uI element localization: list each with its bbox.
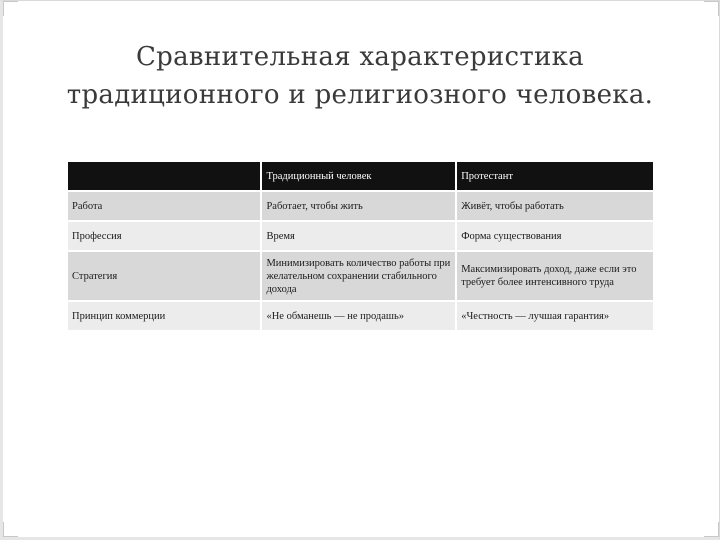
corner-mark-top-left [3,1,18,16]
protestant-cell: Живёт, чтобы работать [457,192,653,220]
slide-title-line-1: Сравнительная характеристика [135,42,584,72]
slide-title-line-2: традиционного и религиозного человека. [66,80,654,110]
table-row [68,252,653,300]
protestant-cell: Форма существования [457,222,653,250]
header-cell-empty [68,162,260,190]
row-label: Профессия [68,222,260,250]
row-label: Стратегия [68,252,260,300]
row-label: Принцип коммерции [68,302,260,330]
table-row [68,222,653,250]
header-cell-traditional: Традиционный человек [262,162,455,190]
corner-mark-bottom-left [3,522,18,537]
corner-mark-top-right [704,1,719,16]
traditional-cell: Работает, чтобы жить [262,192,455,220]
table-row [68,302,653,330]
protestant-cell: «Честность — лучшая гарантия» [457,302,653,330]
table-header-row [68,162,653,190]
row-label: Работа [68,192,260,220]
slide-title [40,38,680,114]
protestant-cell: Максимизировать доход, даже если это требует более интенсивного труда [457,252,653,300]
corner-mark-bottom-right [704,522,719,537]
traditional-cell: Время [262,222,455,250]
header-cell-protestant: Протестант [457,162,653,190]
comparison-table [66,160,655,332]
traditional-cell: «Не обманешь — не продашь» [262,302,455,330]
traditional-cell: Минимизировать количество работы при желательном сохранении стабильного дохода [262,252,455,300]
table-row [68,192,653,220]
